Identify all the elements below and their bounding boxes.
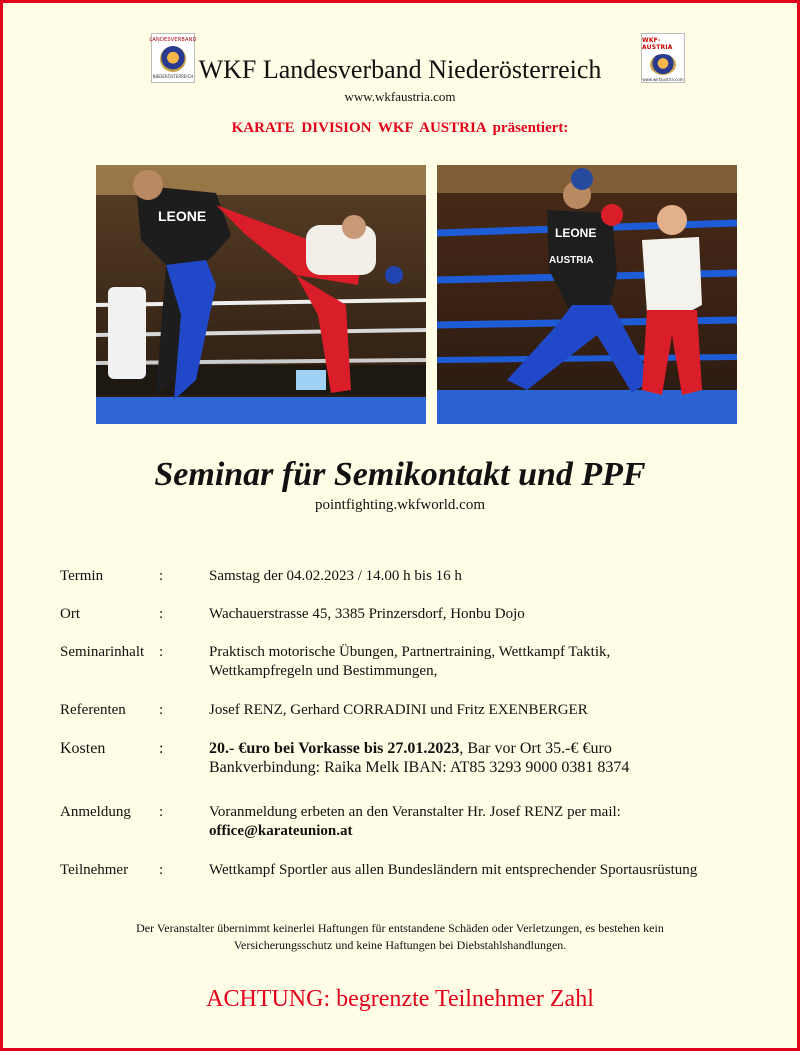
info-colon: :: [159, 644, 164, 660]
disclaimer-line: Versicherungsschutz und keine Haftungen bei Diebstahlshandlungen.: [233, 938, 567, 952]
info-value: Wettkampf Sportler aus allen Bundesländern mit entsprechender Sportausrüstung: [209, 862, 698, 878]
info-colon: :: [159, 862, 164, 878]
jersey-text: AUSTRIA: [549, 255, 594, 266]
info-colon: :: [159, 606, 164, 622]
info-label: Seminarinhalt: [60, 644, 145, 660]
registration-email[interactable]: office@karateunion.at: [209, 823, 353, 839]
kickboxing-photo-left: [96, 165, 426, 424]
info-value-line: Voranmeldung erbeten an den Veranstalter Hr. Josef RENZ per mail:: [209, 804, 621, 820]
info-value-line: Praktisch motorische Übungen, Partnertraining, Wettkampf Taktik,: [209, 644, 611, 660]
bank-details: Bankverbindung: Raika Melk IBAN: AT85 3293 9000 0381 8374: [209, 759, 630, 776]
logo-footer: www.wkfaustria.com: [642, 77, 684, 82]
info-label: Kosten: [60, 740, 106, 757]
info-label: Ort: [60, 606, 80, 622]
organization-url[interactable]: www.wkfaustria.com: [344, 89, 456, 104]
info-value: Samstag der 04.02.2023 / 14.00 h bis 16 h: [209, 568, 462, 584]
price-rest: , Bar vor Ort 35.-€ €uro: [459, 740, 612, 757]
liability-disclaimer: [83, 920, 717, 954]
logo-caption: WKF-AUSTRIA: [642, 37, 673, 51]
organization-title: WKF Landesverband Niederösterreich: [198, 55, 602, 84]
disclaimer-line: Der Veranstalter übernimmt keinerlei Haftungen für entstandene Schäden oder Verletzungen, es bestehen kein: [136, 921, 664, 935]
price-highlight: 20.- €uro bei Vorkasse bis 27.01.2023: [209, 740, 460, 757]
presents-line: KARATE DIVISION WKF AUSTRIA präsentiert:: [231, 120, 569, 136]
info-value-line: Wettkampfregeln und Bestimmungen,: [209, 663, 438, 679]
seminar-title: Seminar für Semikontakt und PPF: [154, 456, 646, 493]
info-label: Termin: [60, 568, 104, 584]
info-value: [209, 803, 789, 841]
logo-footer: NIEDERÖSTERREICH: [152, 74, 194, 79]
kickboxing-photo-right: [437, 165, 737, 424]
info-colon: :: [159, 804, 164, 820]
jersey-text: LEONE: [555, 226, 597, 240]
logo-caption: LANDESVERBAND: [149, 37, 197, 43]
seminar-url[interactable]: pointfighting.wkfworld.com: [315, 497, 485, 513]
info-label: Referenten: [60, 702, 126, 718]
info-label: Teilnehmer: [60, 862, 129, 878]
info-value: Wachauerstrasse 45, 3385 Prinzersdorf, Honbu Dojo: [209, 606, 525, 622]
info-label: Anmeldung: [60, 804, 131, 820]
limited-participants-notice: ACHTUNG: begrenzte Teilnehmer Zahl: [206, 986, 594, 1012]
info-colon: :: [159, 568, 164, 584]
info-value: [209, 643, 789, 681]
info-value: Josef RENZ, Gerhard CORRADINI und Fritz EXENBERGER: [209, 702, 588, 718]
info-colon: :: [159, 740, 164, 757]
jersey-text: LEONE: [158, 208, 207, 224]
info-value: [209, 739, 789, 777]
info-colon: :: [159, 702, 164, 718]
